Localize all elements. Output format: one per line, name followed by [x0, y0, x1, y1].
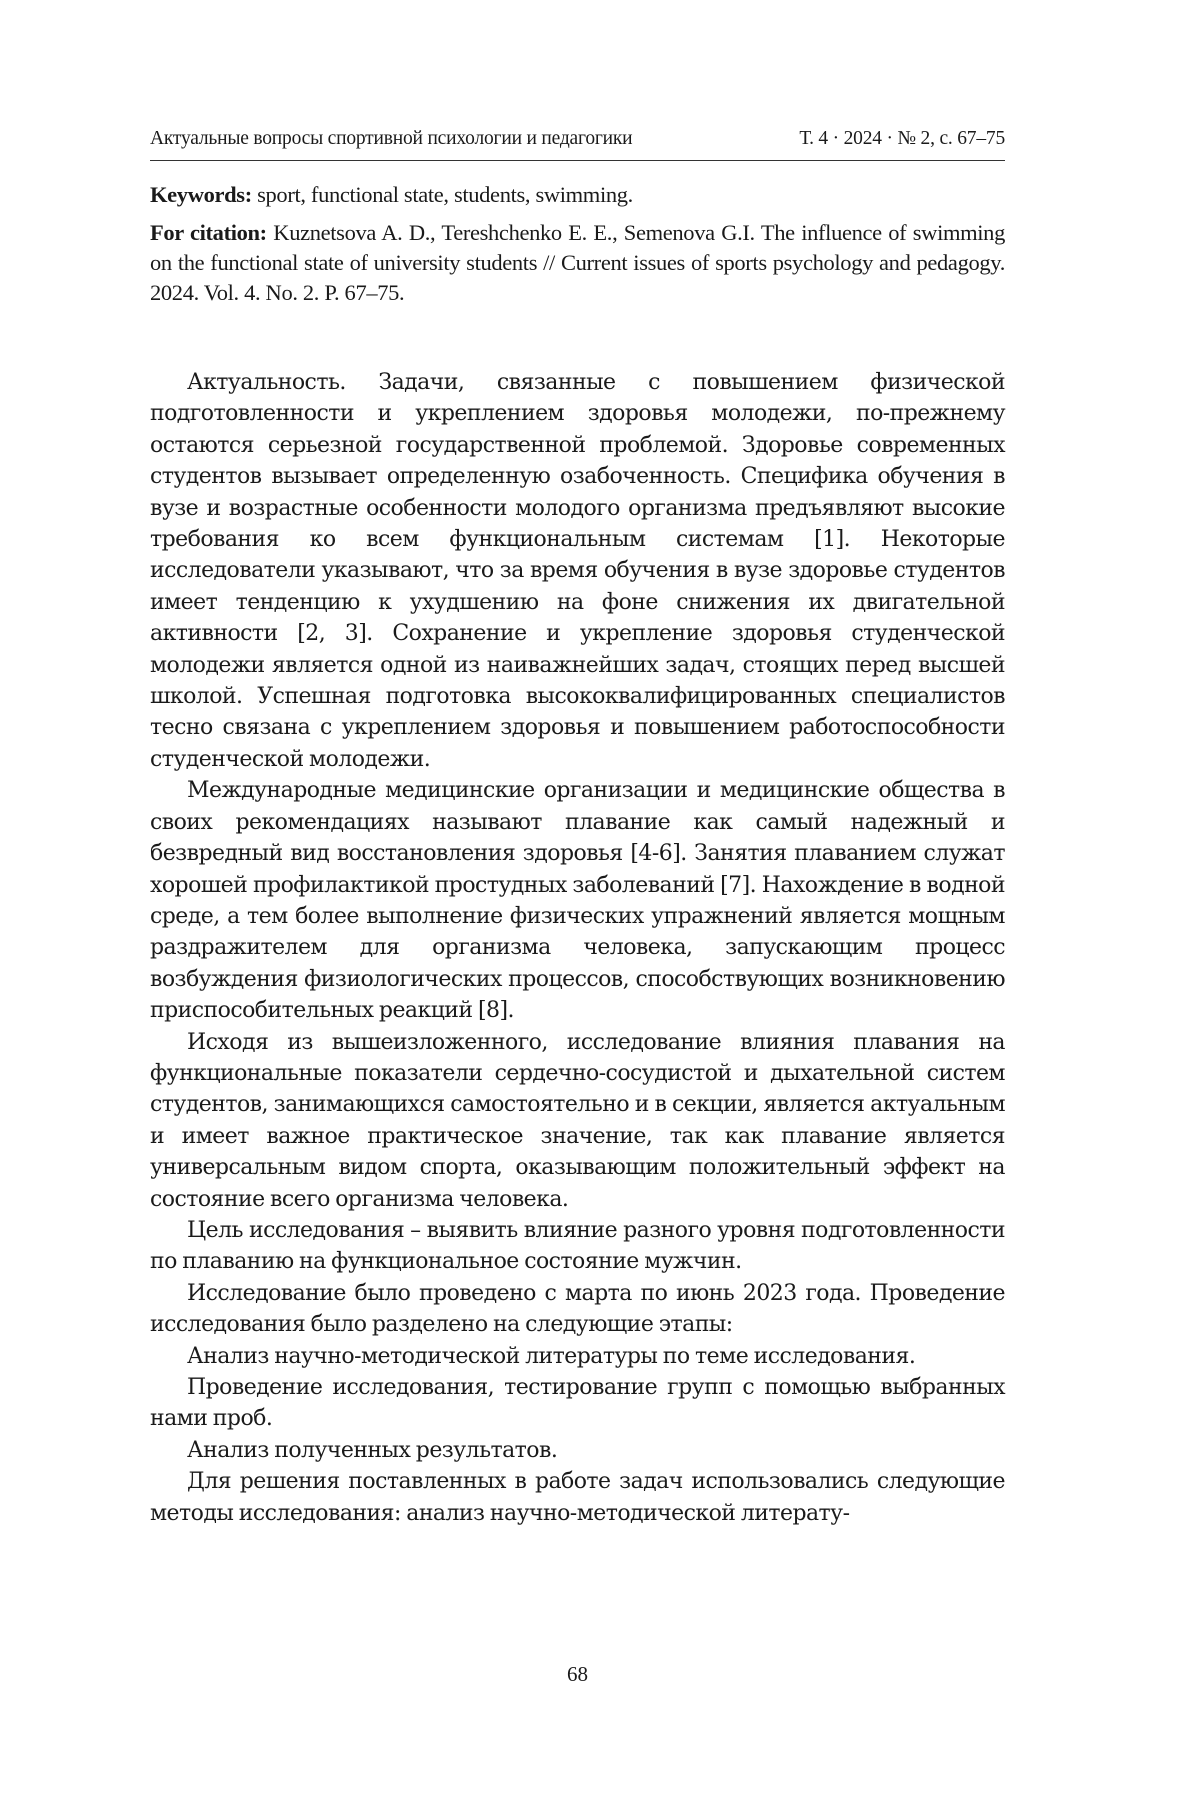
- page-number: 68: [0, 1662, 1155, 1687]
- citation-text: Kuznetsova A. D., Tereshchenko E. E., Semenova G.I. The influence of swimming on the functional state of university students // Current issues of sports psychology and pedagogy. 2024. Vol. 4. No. 2. P. 67–75.: [150, 220, 1005, 305]
- paragraph: Анализ научно-методической литературы по теме исследования.: [150, 1341, 1005, 1372]
- citation-label: For citation:: [150, 220, 267, 245]
- header-divider: [150, 160, 1005, 161]
- keywords-label: Keywords:: [150, 182, 252, 207]
- paragraph: Актуальность. Задачи, связанные с повышением физической подготовленности и укреплением здоровья молодежи, по-прежнему остаются серьезной государственной проблемой. Здоровье современных студентов вызывает определенную озабоченность. Специфика обучения в вузе и возрастные особенности молодого организма предъявляют высокие требования ко всем функциональным системам [1]. Некоторые исследователи указывают, что за время обучения в вузе здоровье студентов имеет тенденцию к ухудшению на фоне снижения их двигательной активности [2, 3]. Сохранение и укрепление здоровья студенческой молодежи является одной из наиважнейших задач, стоящих перед высшей школой. Успешная подготовка высококвалифицированных специалистов тесно связана с укреплением здоровья и повышением работоспособности студенческой молодежи.: [150, 367, 1005, 775]
- paragraph: Исследование было проведено с марта по июнь 2023 года. Проведение исследования было разделено на следующие этапы:: [150, 1278, 1005, 1341]
- journal-title: Актуальные вопросы спортивной психологии и педагогики: [150, 128, 632, 150]
- paragraph: Исходя из вышеизложенного, исследование влияния плавания на функциональные показатели сердечно-сосудистой и дыхательной систем студентов, занимающихся самостоятельно и в секции, является актуальным и имеет важное практическое значение, так как плавание является универсальным видом спорта, оказывающим положительный эффект на состояние всего организма человека.: [150, 1027, 1005, 1215]
- paragraph: Цель исследования – выявить влияние разного уровня подготовленности по плаванию на функциональное состояние мужчин.: [150, 1215, 1005, 1278]
- paragraph: Международные медицинские организации и медицинские общества в своих рекомендациях называют плавание как самый надежный и безвредный вид восстановления здоровья [4-6]. Занятия плаванием служат хорошей профилактикой простудных заболеваний [7]. Нахождение в водной среде, а тем более выполнение физических упражнений является мощным раздражителем для организма человека, запускающим процесс возбуждения физиологических процессов, способствующих возникновению приспособительных реакций [8].: [150, 775, 1005, 1026]
- keywords-line: [150, 180, 1005, 210]
- article-body: [150, 367, 1005, 1529]
- running-header: [150, 128, 1005, 150]
- paragraph: Анализ полученных результатов.: [150, 1435, 1005, 1466]
- citation-line: [150, 218, 1005, 308]
- article-meta: [150, 180, 1005, 308]
- paragraph: Проведение исследования, тестирование групп с помощью выбранных нами проб.: [150, 1372, 1005, 1435]
- paper-page: [0, 0, 1200, 1801]
- keywords-text: sport, functional state, students, swimming.: [257, 182, 633, 207]
- paragraph: Для решения поставленных в работе задач использовались следующие методы исследования: анализ научно-методической литерату-: [150, 1466, 1005, 1529]
- issue-info: Т. 4 · 2024 · № 2, с. 67–75: [799, 128, 1005, 150]
